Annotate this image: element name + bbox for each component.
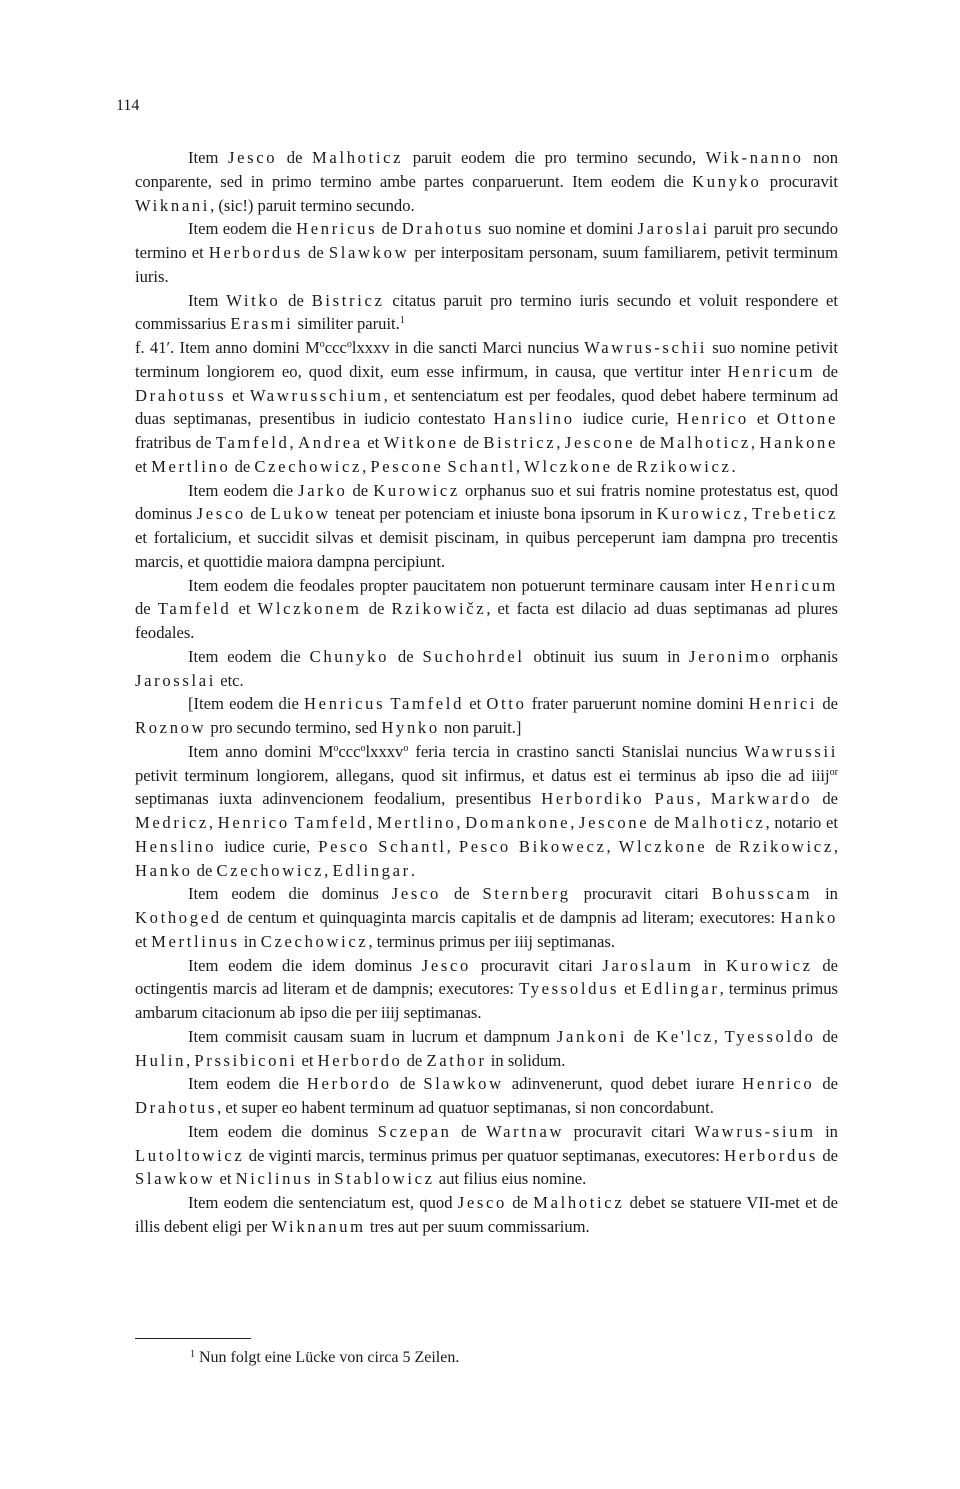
paragraph <box>135 289 838 337</box>
superscript: o <box>346 339 352 350</box>
spaced-name: Czechowicz <box>254 456 363 476</box>
spaced-name: Wlczkonem <box>257 599 362 619</box>
spaced-name: Edlingar <box>641 979 720 999</box>
spaced-name: Hanko <box>135 860 193 880</box>
text-run: de <box>451 1121 487 1141</box>
spaced-name: Henslino <box>135 836 217 856</box>
spaced-name: Henricus <box>304 694 386 714</box>
spaced-name: Ottone <box>776 409 838 429</box>
spaced-name: Henricum <box>750 575 838 595</box>
paragraph <box>135 692 838 740</box>
spaced-name: Witkone <box>383 433 459 452</box>
paragraph <box>135 1025 838 1073</box>
spaced-name: Domankone <box>465 813 571 832</box>
text-run: et <box>135 456 152 476</box>
text-run: de <box>635 433 660 452</box>
text-run: f. 41′. Item anno domini M <box>135 338 320 357</box>
spaced-name: Jescone <box>579 813 650 832</box>
text-run: suo nomine petivit terminum longiorem eo, quod dixit, eum esse infirmum, in causa, que vertitur inter <box>135 338 838 381</box>
text-run: procuravit citari <box>564 1121 695 1141</box>
spaced-name: Malhoticz <box>533 1193 625 1212</box>
spaced-name: Mertlino <box>376 813 457 832</box>
text-run: paruit eodem die pro termino secundo, <box>403 148 706 167</box>
spaced-name: Slawkow <box>135 1169 216 1189</box>
spaced-name: Tamfeld <box>215 433 290 452</box>
paragraph <box>135 574 838 645</box>
text-run: , <box>606 836 619 856</box>
spaced-name: Tamfeld <box>294 813 369 832</box>
text-run: Item <box>188 290 227 310</box>
text-run: Item anno domini M <box>188 741 334 761</box>
text-run: Item eodem die dominus <box>188 1121 378 1141</box>
spaced-name: Jarko <box>298 480 348 500</box>
text-run: Item eodem die <box>188 219 297 239</box>
text-run: et <box>135 931 152 951</box>
spaced-name: Sternberg <box>482 884 571 904</box>
spaced-name: Wartnaw <box>486 1121 565 1141</box>
text-run: adinvenerunt, quod debet iurare <box>503 1074 743 1094</box>
spaced-name: Bikowecz <box>518 836 607 856</box>
text-run: , <box>743 504 753 524</box>
text-run: non paruit.] <box>439 718 522 737</box>
text-run <box>644 789 654 808</box>
text-run: per interpositam personam, suum familiarem, petivit terminum iuris. <box>135 243 838 286</box>
text-run: et <box>619 979 642 999</box>
spaced-name: Suchohrdel <box>422 646 525 666</box>
superscript: o <box>319 339 325 350</box>
text-run: pro secundo termino, sed <box>206 718 382 737</box>
text-run: de <box>402 1050 427 1070</box>
text-run: Item commisit causam suam in lucrum et dampnum <box>188 1026 557 1046</box>
spaced-name: Tamfeld <box>157 599 232 619</box>
spaced-name: Herbordus <box>724 1145 819 1165</box>
spaced-name: Jaroslaum <box>602 955 694 975</box>
spaced-name: Niclinus <box>235 1169 314 1189</box>
text-run: , (sic!) paruit termino secundo. <box>210 195 415 215</box>
spaced-name: Ke'lcz <box>656 1026 714 1046</box>
spaced-name: Henricum <box>727 361 816 381</box>
spaced-name: Tamfeld <box>390 694 465 714</box>
spaced-name: Bohusscam <box>711 884 813 904</box>
footnote <box>190 1349 459 1367</box>
text-run: similiter paruit. <box>293 314 400 334</box>
text-run: de <box>817 694 839 714</box>
text-run: in <box>812 884 838 904</box>
text-run: procuravit citari <box>471 955 603 975</box>
text-run: et <box>215 1169 236 1189</box>
spaced-name: Trebeticz <box>752 504 838 524</box>
spaced-name: Kurowicz <box>656 504 744 524</box>
footnote-divider <box>135 1338 251 1339</box>
text-run: de <box>135 599 158 619</box>
text-run: de <box>814 1074 838 1094</box>
text-run: de <box>612 456 637 476</box>
text-run: de <box>377 219 402 239</box>
spaced-name: Rzikowičz <box>391 599 487 619</box>
text-run: orphanus suo et sui fratris nomine protestatus est, quod dominus <box>135 480 838 524</box>
spaced-name: Jescone <box>564 433 636 452</box>
spaced-name: Otto <box>486 694 527 714</box>
text-run: et <box>226 385 250 405</box>
spaced-name: Rzikowicz <box>738 836 834 856</box>
spaced-name: Prssibiconi <box>194 1050 298 1070</box>
text-run: , <box>713 1026 725 1046</box>
text-run: , <box>456 813 466 832</box>
text-run: Item <box>188 148 228 167</box>
spaced-name: Hynko <box>381 718 440 737</box>
text-run: debet se statuere VII-met et de illis debent eligi per <box>135 1193 838 1236</box>
spaced-name: Drahotuss <box>135 385 227 405</box>
text-run: et <box>297 1050 318 1070</box>
text-run: et <box>362 433 384 452</box>
superscript: o <box>403 742 409 754</box>
text-run: aut filius eius nomine. <box>434 1169 587 1189</box>
text-run: , <box>368 813 377 832</box>
spaced-name: Hankone <box>759 433 838 452</box>
text-run: , <box>696 789 711 809</box>
text-run: , <box>833 836 839 856</box>
spaced-name: Jesco <box>457 1193 507 1212</box>
paragraph <box>135 882 838 953</box>
superscript: or <box>829 766 838 778</box>
spaced-name: Lukow <box>270 504 331 524</box>
text-run: lxxxv in die sancti Marci nuncius <box>351 338 585 357</box>
spaced-name: Jesco <box>196 504 246 524</box>
spaced-name: Andrea <box>298 433 363 452</box>
spaced-name: Henrico <box>217 813 290 832</box>
text-run: de <box>506 1193 534 1212</box>
superscript: 1 <box>399 315 405 327</box>
spaced-name: Malhoticz <box>674 813 766 832</box>
text-run: , <box>362 456 371 476</box>
text-run: de <box>815 1026 838 1046</box>
paragraph <box>135 954 838 1025</box>
footnote-text: Nun folgt eine Lücke von circa 5 Zeilen. <box>199 1349 460 1366</box>
text-run: et fortalicium, et succidit silvas et demisit piscinam, in quibus perceperunt iam dampna pro trecentis marcis, et quottidie maiora dampna percipiunt. <box>135 528 838 571</box>
spaced-name: Herbordus <box>208 243 303 262</box>
text-run: , notario et <box>765 813 839 832</box>
spaced-name: Witko <box>226 290 281 310</box>
text-run: teneat per potenciam et iniuste bona ipsorum in <box>330 504 657 524</box>
text-run: lxxxv <box>365 741 404 761</box>
text-run: de <box>815 361 839 381</box>
spaced-name: Henrico <box>676 409 749 429</box>
text-run: in <box>693 955 726 975</box>
text-run: tres aut per suum commissarium. <box>365 1216 590 1236</box>
spaced-name: Jeronimo <box>688 646 772 666</box>
text-run: de <box>818 1145 838 1165</box>
spaced-name: Schantl <box>447 456 516 476</box>
text-run: paruit pro secundo termino et <box>135 219 839 262</box>
text-run: etc. <box>216 670 244 690</box>
spaced-name: Paus <box>654 789 697 809</box>
text-run: , <box>515 456 525 476</box>
spaced-name: Jesco <box>421 955 472 975</box>
spaced-name: Sczepan <box>377 1121 452 1141</box>
spaced-name: Schantl <box>378 836 447 856</box>
text-run: , <box>556 433 565 452</box>
spaced-name: Wawrus-sium <box>694 1121 816 1141</box>
spaced-name: Wawrusschium <box>249 385 384 405</box>
spaced-name: Medricz <box>135 813 209 832</box>
spaced-name: Wlczkone <box>524 456 613 476</box>
paragraph <box>135 336 838 479</box>
spaced-name: Henrici <box>748 694 818 714</box>
spaced-name: Roznow <box>135 718 207 737</box>
text-run: , <box>208 813 218 832</box>
paragraph <box>135 479 838 574</box>
spaced-name: Tyessoldus <box>519 979 620 999</box>
spaced-name: Malhoticz <box>312 148 404 167</box>
spaced-name: Drahotus <box>135 1098 218 1117</box>
spaced-name: Lutoltowicz <box>135 1145 245 1165</box>
spaced-name: Wawrussii <box>744 741 838 761</box>
text-run: , <box>570 813 580 832</box>
text-run: de <box>277 148 313 167</box>
spaced-name: Pescone <box>370 456 444 476</box>
spaced-name: Edlingar <box>332 860 411 880</box>
text-run: . <box>410 860 415 880</box>
text-run: Item eodem die <box>188 480 299 500</box>
spaced-name: Jarosslai <box>135 670 217 690</box>
paragraph <box>135 1191 838 1239</box>
text-run: ccc <box>338 741 361 761</box>
text-run: fratribus de <box>135 433 216 452</box>
superscript: o <box>360 742 366 754</box>
text-run: de <box>347 480 374 500</box>
spaced-name: Jaroslai <box>637 219 710 239</box>
text-run: de octingentis marcis ad literam et de dampnis; executores: <box>135 955 838 999</box>
spaced-name: Wawrus-schii <box>584 338 707 357</box>
text-run: de <box>280 290 312 310</box>
text-run: de <box>389 646 423 666</box>
text-run: , et super eo habent terminum ad quatuor septimanas, si non concordabunt. <box>217 1098 714 1117</box>
text-run: , <box>750 433 760 452</box>
spaced-name: Rzikowicz <box>636 456 732 476</box>
text-run: de <box>245 504 271 524</box>
spaced-name: Mertlino <box>151 456 231 476</box>
spaced-name: Henricus <box>296 219 378 239</box>
text-run: procuravit citari <box>570 884 712 904</box>
spaced-name: Markwardo <box>710 789 813 809</box>
page-number: 114 <box>116 97 140 114</box>
text-run: procuravit <box>761 171 838 191</box>
spaced-name: Herbordo <box>306 1074 392 1094</box>
text-run: iudice curie, <box>216 836 319 856</box>
text-run: Item eodem die idem dominus <box>188 955 422 975</box>
text-run: , et sentenciatum est per feodales, quod debet habere terminum ad duas septimanas, presentibus in iudicio contestato <box>135 385 838 429</box>
text-run: et <box>231 599 258 619</box>
text-run: in solidum. <box>486 1050 566 1070</box>
spaced-name: Jesco <box>227 148 278 167</box>
spaced-name: Tyessoldo <box>724 1026 816 1046</box>
spaced-name: Czechowicz <box>260 931 369 951</box>
paragraph <box>135 146 838 217</box>
spaced-name: Czechowicz <box>216 860 325 880</box>
text-run: de <box>812 789 839 809</box>
text-run: frater paruerunt nomine domini <box>526 694 749 714</box>
spaced-name: Wlczkone <box>618 836 708 856</box>
text-run: et <box>464 694 487 714</box>
text-run: , <box>324 860 333 880</box>
spaced-name: Jankoni <box>556 1026 628 1046</box>
text-run: Item eodem die feodales propter paucitatem non potuerunt terminare causam inter <box>188 575 751 595</box>
text-run: petivit terminum longiorem, allegans, quod sit infirmus, et datus est ei terminus ab ipso die ad iiij <box>135 765 830 785</box>
text-run: , <box>289 433 299 452</box>
spaced-name: Bistricz <box>483 433 557 452</box>
text-run: ccc <box>324 338 347 357</box>
text-run: [Item eodem die <box>188 694 305 714</box>
spaced-name: Bistricz <box>311 290 385 310</box>
text-run: de <box>192 860 217 880</box>
spaced-name: Jesco <box>391 884 442 904</box>
text-run: feria tercia in crastino sancti Stanislai nuncius <box>408 741 745 761</box>
text-run: , <box>446 836 459 856</box>
text-run: Item eodem die dominus <box>188 884 392 904</box>
spaced-name: Hulin <box>135 1050 187 1070</box>
spaced-name: Zathor <box>426 1050 487 1070</box>
text-run: de viginti marcis, terminus primus per quatuor septimanas, executores: <box>244 1145 725 1165</box>
spaced-name: Herbordiko <box>541 789 645 809</box>
text-run: et <box>748 409 777 429</box>
spaced-name: Hanslino <box>493 409 575 429</box>
text-run: , et facta est dilacio ad duas septimanas ad plures feodales. <box>135 599 838 642</box>
text-run: de <box>361 599 392 619</box>
spaced-name: Stablowicz <box>334 1169 435 1189</box>
spaced-name: Wiknanum <box>271 1216 366 1236</box>
text-run: suo nomine et domini <box>483 219 638 239</box>
paragraph <box>135 1120 838 1191</box>
spaced-name: Herbordo <box>317 1050 403 1070</box>
text-run: Item eodem die sentenciatum est, quod <box>188 1193 458 1212</box>
text-run: de <box>707 836 739 856</box>
spaced-name: Drahotus <box>401 219 484 239</box>
text-run: in <box>239 931 261 951</box>
paragraph <box>135 1072 838 1120</box>
paragraph <box>135 740 838 883</box>
text-run: de <box>441 884 483 904</box>
text-run: citatus paruit pro termino iuris secundo et voluit respondere et commissarius <box>135 290 839 334</box>
spaced-name: Chunyko <box>309 646 390 666</box>
spaced-name: Kothoged <box>135 908 222 927</box>
footnote-marker: 1 <box>190 1349 195 1360</box>
text-run: iudice curie, <box>574 409 677 429</box>
paragraph <box>135 645 838 693</box>
text-run: Item eodem die <box>188 1074 307 1094</box>
text-run: de centum et quinquaginta marcis capitalis et de dampnis ad literam; executores: <box>221 908 781 927</box>
spaced-name: Hanko <box>780 908 838 927</box>
spaced-name: Kurowicz <box>373 480 460 500</box>
spaced-name: Pesco <box>458 836 511 856</box>
spaced-name: Wik-nanno <box>705 148 804 167</box>
spaced-name: Slawkow <box>423 1074 504 1094</box>
spaced-name: Wiknani <box>135 195 211 215</box>
text-run: . <box>731 456 736 476</box>
spaced-name: Slawkow <box>328 243 410 262</box>
text-run: de <box>627 1026 657 1046</box>
text-run: Item eodem die <box>188 646 310 666</box>
text-run: , terminus primus per iiij septimanas. <box>368 931 616 951</box>
spaced-name: Pesco <box>318 836 371 856</box>
spaced-name: Kurowicz <box>725 955 813 975</box>
spaced-name: Malhoticz <box>659 433 751 452</box>
text-run: de <box>302 243 329 262</box>
text-run: obtinuit ius suum in <box>524 646 689 666</box>
text-run: de <box>391 1074 424 1094</box>
superscript: o <box>333 742 339 754</box>
text-run: , terminus primus ambarum citacionum ab ipso die per iiij septimanas. <box>135 979 838 1022</box>
text-run: in <box>815 1121 838 1141</box>
spaced-name: Kunyko <box>692 171 762 191</box>
text-body <box>135 146 838 1239</box>
paragraph <box>135 217 838 288</box>
text-run: septimanas iuxta adinvencionem feodalium, presentibus <box>135 789 542 809</box>
text-run: de <box>458 433 484 452</box>
text-run <box>511 837 519 856</box>
text-run: , <box>186 1050 195 1070</box>
spaced-name: Mertlinus <box>151 931 240 951</box>
text-run: de <box>230 456 255 476</box>
text-run: non conparente, sed in primo termino ambe partes conparuerunt. Item eodem die <box>135 148 838 191</box>
text-run: in <box>313 1169 335 1189</box>
spaced-name: Erasmi <box>230 314 294 334</box>
text-run: orphanis <box>771 646 839 666</box>
text-run: de <box>649 813 675 832</box>
spaced-name: Henrico <box>742 1074 815 1094</box>
